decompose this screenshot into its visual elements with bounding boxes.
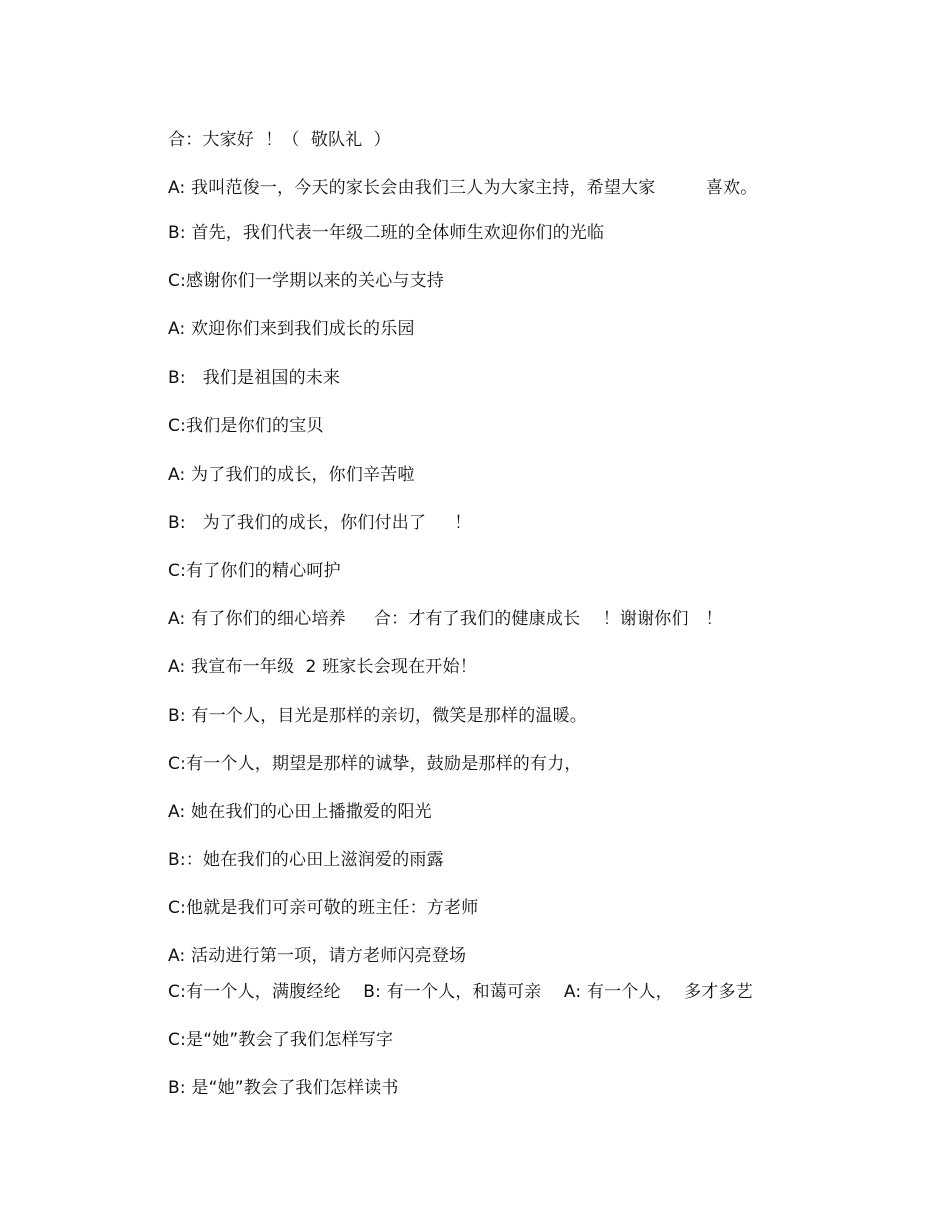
script-line: C:是“她”教会了我们怎样写字 bbox=[168, 1030, 394, 1050]
script-line: A: 有了你们的细心培养 合：才有了我们的健康成长 ！谢谢你们 ！ bbox=[168, 609, 723, 629]
script-line: C:我们是你们的宝贝 bbox=[168, 416, 324, 436]
script-line: A: 活动进行第一项，请方老师闪亮登场 bbox=[168, 946, 467, 966]
script-line: B: 是“她”教会了我们怎样读书 bbox=[168, 1078, 399, 1098]
script-line: A: 我叫范俊一，今天的家长会由我们三人为大家主持，希望大家 喜欢。 bbox=[168, 178, 758, 198]
script-line: A: 她在我们的心田上播撒爱的阳光 bbox=[168, 802, 432, 822]
script-line: B: 为了我们的成长，你们付出了 ！ bbox=[168, 513, 472, 533]
script-line: B: 有一个人，目光是那样的亲切，微笑是那样的温暖。 bbox=[168, 706, 587, 726]
script-line: B:：她在我们的心田上滋润爱的雨露 bbox=[168, 850, 444, 870]
script-line: C:有一个人，满腹经纶 B: 有一个人，和蔼可亲 A: 有一个人， 多才多艺 bbox=[168, 982, 753, 1002]
script-line: A: 我宣布一年级 2 班家长会现在开始！ bbox=[168, 657, 477, 677]
script-line: C:感谢你们一学期以来的关心与支持 bbox=[168, 271, 444, 291]
script-line: C:有一个人，期望是那样的诚挚，鼓励是那样的有力， bbox=[168, 754, 582, 774]
script-line: 合：大家好 ！（ 敬队礼 ） bbox=[168, 130, 391, 150]
script-line: C:有了你们的精心呵护 bbox=[168, 561, 341, 581]
script-line: B: 首先，我们代表一年级二班的全体师生欢迎你们的光临 bbox=[168, 223, 605, 243]
script-line: A: 欢迎你们来到我们成长的乐园 bbox=[168, 319, 415, 339]
script-line: B: 我们是祖国的未来 bbox=[168, 368, 341, 388]
script-line: A: 为了我们的成长，你们辛苦啦 bbox=[168, 465, 415, 485]
script-line: C:他就是我们可亲可敬的班主任：方老师 bbox=[168, 898, 479, 918]
